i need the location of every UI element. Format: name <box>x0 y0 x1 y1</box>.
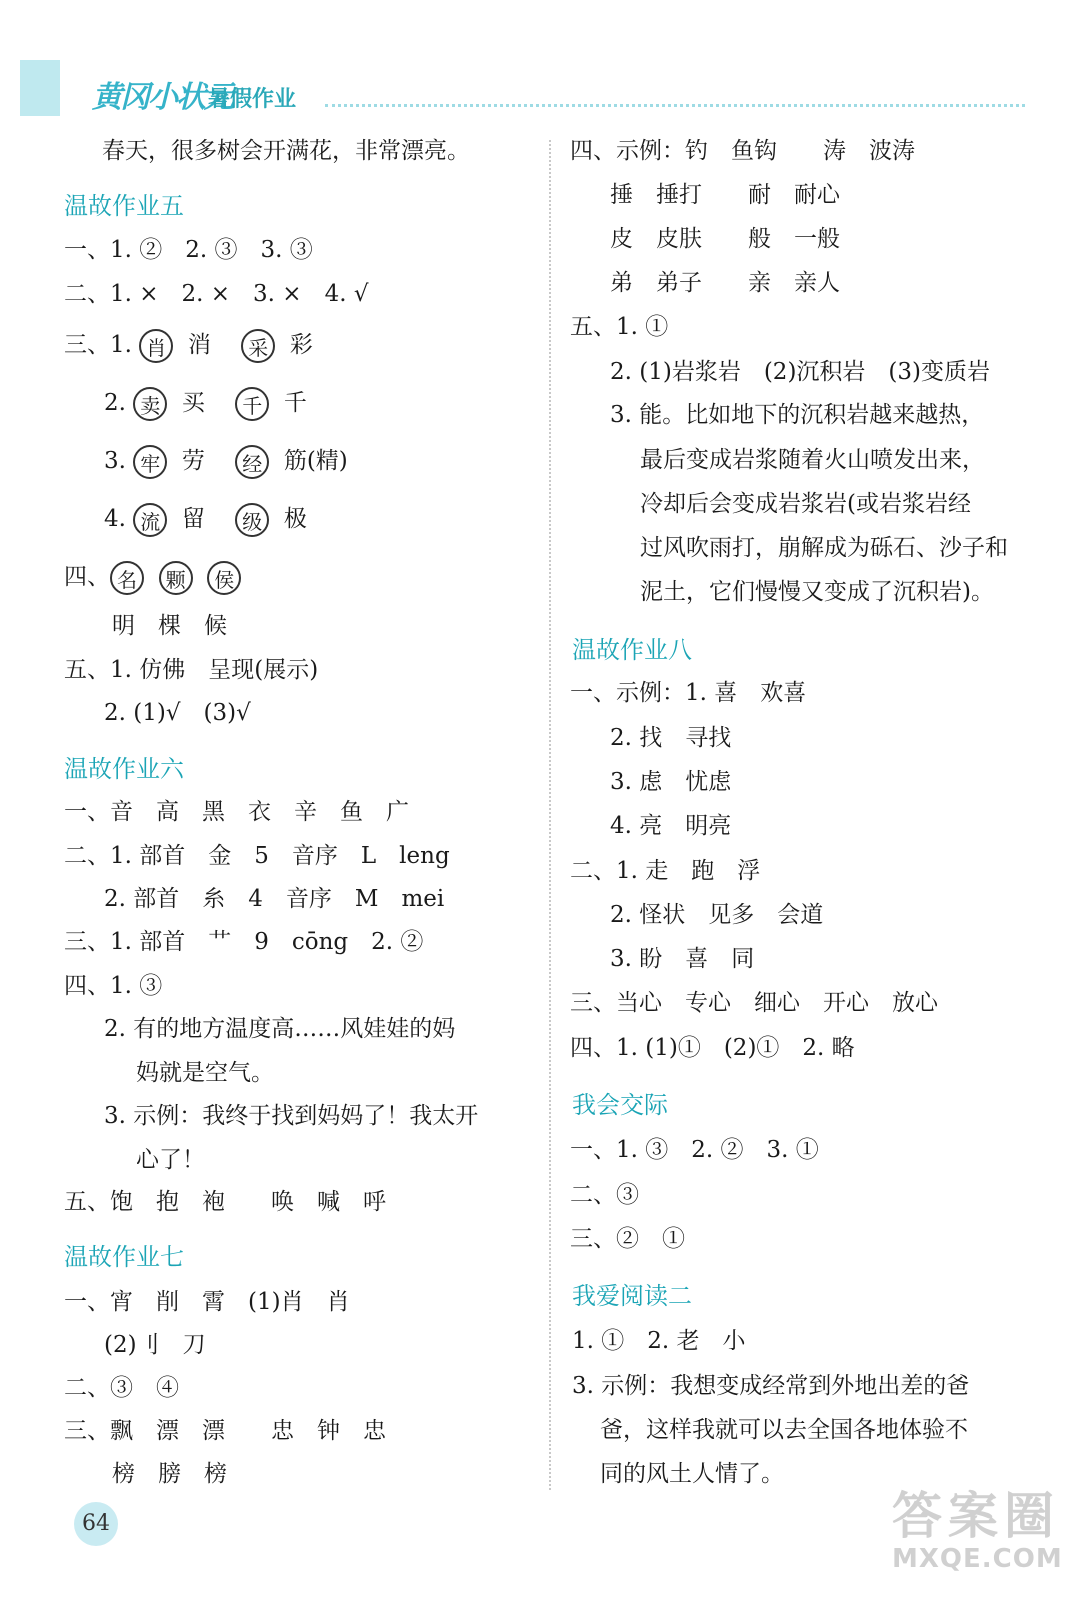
answer-text: 千 <box>269 390 307 416</box>
answer-line: 妈就是空气。 <box>136 1060 274 1086</box>
answer-line: 四、1. ③ <box>64 973 163 999</box>
answer-line: 过风吹雨打，崩解成为砾石、沙子和 <box>640 535 1008 561</box>
answer-line: 三、1. 部首 艹 9 cōng 2. ② <box>64 929 424 955</box>
answer-line: 1. ① 2. 老 小 <box>572 1328 746 1354</box>
answer-line: 三、飘 漂 漂 忠 钟 忠 <box>64 1418 386 1444</box>
answer-text: 消 <box>173 332 242 358</box>
answer-line: 3. 虑 忧虑 <box>610 769 732 795</box>
answer-line: (2)刂 刀 <box>104 1332 206 1358</box>
answer-line: 二、1. × 2. × 3. × 4. √ <box>64 281 369 307</box>
section-title: 我会交际 <box>572 1091 668 1119</box>
answer-line: 2. 卖 买 千 千 <box>104 387 307 421</box>
answer-line: 二、1. 走 跑 浮 <box>570 858 761 884</box>
answer-line: 一、1. ③ 2. ② 3. ① <box>570 1137 819 1163</box>
answer-line: 3. 示例：我终于找到妈妈了！我太开 <box>104 1103 479 1129</box>
answer-line: 2. 怪状 见多 会道 <box>610 902 824 928</box>
answer-line: 一、宵 削 霄 (1)肖 肖 <box>64 1289 350 1315</box>
answer-line: 二、1. 部首 金 5 音序 L leng <box>64 843 450 869</box>
answer-line: 四、1. (1)① (2)① 2. 略 <box>570 1035 855 1061</box>
answer-line: 心了！ <box>136 1147 205 1173</box>
answer-line: 3. 盼 喜 同 <box>610 946 755 972</box>
answer-line: 二、③ <box>570 1182 639 1208</box>
answer-text: 筋(精) <box>269 448 348 474</box>
answer-line: 冷却后会变成岩浆岩(或岩浆岩经 <box>640 491 971 517</box>
section-title: 温故作业八 <box>572 636 692 664</box>
answer-text: 极 <box>269 506 307 532</box>
answer-line: 三、② ① <box>570 1226 685 1252</box>
answer-line: 2. 有的地方温度高……风娃娃的妈 <box>104 1016 456 1042</box>
section-title: 温故作业六 <box>64 755 184 783</box>
answer-text <box>193 564 208 590</box>
answer-line: 三、1. 肖 消 采 彩 <box>64 329 313 363</box>
column-divider <box>549 140 551 1490</box>
circled-character: 名 <box>110 561 144 595</box>
circled-character: 千 <box>235 387 269 421</box>
brand-logo: 黄冈小状元 <box>92 80 232 115</box>
header-decor-block <box>20 60 60 116</box>
circled-character: 经 <box>235 445 269 479</box>
answer-text: 彩 <box>275 332 313 358</box>
header-subtitle: 暑假作业 <box>208 87 297 112</box>
circled-character: 卖 <box>133 387 167 421</box>
answer-line: 春天，很多树会开满花，非常漂亮。 <box>102 138 470 164</box>
section-title: 温故作业七 <box>64 1243 184 1271</box>
answer-line: 五、1. ① <box>570 314 669 340</box>
answer-line: 3. 示例：我想变成经常到外地出差的爸 <box>572 1373 970 1399</box>
circled-character: 肖 <box>139 329 173 363</box>
answer-line: 泥土，它们慢慢又变成了沉积岩)。 <box>640 579 994 605</box>
answer-line: 3. 能。比如地下的沉积岩越来越热， <box>610 402 985 428</box>
answer-line: 4. 亮 明亮 <box>610 813 732 839</box>
answer-line: 一、示例：1. 喜 欢喜 <box>570 680 807 706</box>
answer-line: 3. 牢 劳 经 筋(精) <box>104 445 348 479</box>
answer-line: 二、③ ④ <box>64 1375 179 1401</box>
answer-line: 五、1. 仿佛 呈现(展示) <box>64 657 319 683</box>
circled-character: 级 <box>235 503 269 537</box>
circled-character: 采 <box>241 329 275 363</box>
answer-line: 最后变成岩浆随着火山喷发出来， <box>640 447 985 473</box>
section-title: 我爱阅读二 <box>572 1282 692 1310</box>
answer-line: 2. 部首 糸 4 音序 M mei <box>104 886 445 912</box>
circled-character: 颗 <box>159 561 193 595</box>
answer-line: 明 棵 候 <box>112 613 227 639</box>
answer-text: 劳 <box>167 448 236 474</box>
watermark-logo: 答案圈 MXQE.COM <box>892 1487 1063 1574</box>
circled-character: 牢 <box>133 445 167 479</box>
circled-character: 流 <box>133 503 167 537</box>
answer-text: 买 <box>167 390 236 416</box>
answer-line: 4. 流 留 级 极 <box>104 503 307 537</box>
answer-line: 三、当心 专心 细心 开心 放心 <box>570 990 938 1016</box>
answer-line: 一、1. ② 2. ③ 3. ③ <box>64 237 313 263</box>
answer-line: 2. 找 寻找 <box>610 725 732 751</box>
answer-line: 捶 捶打 耐 耐心 <box>610 182 840 208</box>
answer-line: 四、示例：钓 鱼钩 涛 波涛 <box>570 138 915 164</box>
header-dotted-rule <box>325 104 1025 107</box>
circled-character: 侯 <box>207 561 241 595</box>
answer-line: 皮 皮肤 般 一般 <box>610 226 840 252</box>
answer-line: 四、 名 颗 侯 <box>64 561 241 595</box>
answer-line: 榜 膀 榜 <box>112 1461 227 1487</box>
answer-line: 弟 弟子 亲 亲人 <box>610 270 840 296</box>
answer-text <box>144 564 159 590</box>
answer-line: 同的风土人情了。 <box>600 1461 784 1487</box>
answer-text: 留 <box>167 506 236 532</box>
answer-line: 2. (1)岩浆岩 (2)沉积岩 (3)变质岩 <box>610 359 990 385</box>
page-number: 64 <box>74 1502 118 1546</box>
answer-line: 一、音 高 黑 衣 辛 鱼 广 <box>64 799 409 825</box>
section-title: 温故作业五 <box>64 192 184 220</box>
answer-line: 五、饱 抱 袍 唤 喊 呼 <box>64 1189 386 1215</box>
answer-line: 2. (1)√ (3)√ <box>104 700 251 726</box>
answer-line: 爸，这样我就可以去全国各地体验不 <box>600 1417 968 1443</box>
